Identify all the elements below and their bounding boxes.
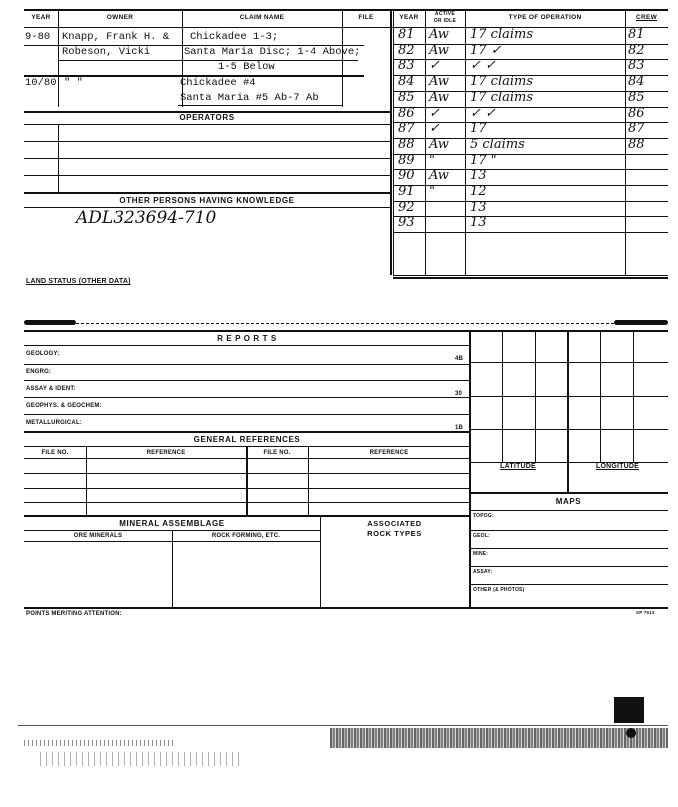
- activity-year: 88: [398, 136, 415, 152]
- header-claim-name: CLAIM NAME: [239, 14, 285, 21]
- genref-reference-1: REFERENCE: [146, 450, 186, 456]
- map-rule-4: [469, 584, 668, 585]
- general-references-title: GENERAL REFERENCES: [193, 435, 301, 444]
- status-col-left: [425, 9, 426, 275]
- mineral-div: [172, 530, 173, 607]
- genref-div-3: [308, 446, 309, 516]
- map-mine-label: MINE:: [473, 551, 489, 557]
- land-status-label: LAND STATUS (OTHER DATA): [26, 278, 131, 285]
- activity-year: 90: [398, 168, 415, 184]
- activity-status: ✓: [429, 105, 440, 121]
- operators-label: OPERATORS: [179, 113, 235, 122]
- form-number: SP 7513: [636, 610, 655, 615]
- activity-crew: 82: [628, 42, 645, 58]
- year-col-left: [393, 9, 394, 275]
- activity-operation: 17 ": [470, 152, 497, 168]
- rock-forming-label: ROCK FORMING, ETC.: [211, 533, 281, 539]
- geology-rule: [24, 364, 470, 365]
- genref-div-1: [86, 446, 87, 516]
- grid-h-3: [469, 429, 668, 430]
- reports-title: R E P O R T S: [217, 334, 277, 343]
- activity-operation: 17 claims: [470, 89, 534, 105]
- genref-reference-2: REFERENCE: [369, 450, 409, 456]
- left-right-split: [390, 9, 392, 275]
- activity-operation: ✓ ✓: [470, 105, 496, 121]
- owner-row-5-claim: Santa Maria #5 Ab-7 Ab: [180, 92, 319, 104]
- activity-year: 82: [398, 42, 415, 58]
- activity-year: 89: [398, 152, 415, 168]
- header-active-2: OR IDLE: [433, 18, 457, 24]
- owner-row-1-owner: Knapp, Frank H. &: [62, 31, 170, 43]
- activity-operation: 13: [470, 215, 487, 231]
- activity-crew: 87: [628, 121, 645, 137]
- coords-bottom: [469, 492, 668, 494]
- header-bottom-rule: [24, 27, 668, 28]
- activity-status: Aw: [429, 89, 449, 105]
- scan-mark-right: [614, 320, 668, 325]
- owner-row-4-owner: " ": [64, 77, 83, 89]
- owner-row-2-owner: Robeson, Vicki: [62, 46, 151, 58]
- longitude-label: LONGITUDE: [595, 463, 640, 470]
- activity-status: Aw: [429, 168, 449, 184]
- map-topog-label: TOPOG:: [473, 513, 494, 519]
- activity-operation: 12: [470, 184, 487, 199]
- map-rule-1: [469, 530, 668, 531]
- metallurgical-rule: [24, 431, 470, 433]
- operation-col-left: [465, 9, 466, 275]
- owner-underline-4: [178, 105, 343, 106]
- other-persons-label: OTHER PERSONS HAVING KNOWLEDGE: [119, 196, 295, 205]
- reports-bottom-rule: [24, 607, 668, 609]
- points-meriting-label: POINTS MERITING ATTENTION:: [26, 611, 122, 617]
- activity-crew: 85: [628, 89, 645, 105]
- map-other-label: OTHER (& PHOTOS): [473, 587, 525, 593]
- number-4b: 4B: [455, 356, 464, 362]
- activity-year: 83: [398, 58, 415, 74]
- scan-dot: [626, 728, 636, 738]
- operators-col-div: [58, 124, 59, 192]
- owner-row-3-claim: 1-5 Below: [218, 61, 275, 73]
- owner-row-4-claim: Chickadee #4: [180, 77, 256, 89]
- genref-file-no-2: FILE NO.: [263, 450, 291, 456]
- ore-minerals-label: ORE MINERALS: [73, 533, 123, 539]
- activity-operation: 17 claims: [470, 74, 534, 90]
- genref-bottom: [24, 515, 470, 517]
- activity-status: Aw: [429, 136, 449, 152]
- activity-year: 93: [398, 215, 415, 231]
- assay-label: ASSAY & IDENT:: [26, 386, 76, 392]
- activity-status: ✓: [429, 58, 440, 74]
- scan-mark-left: [24, 320, 76, 325]
- engrg-rule: [24, 380, 470, 381]
- handwritten-id: ADL323694-710: [76, 208, 217, 228]
- activity-status: ": [429, 184, 435, 199]
- activity-year: 86: [398, 105, 415, 121]
- header-type-of-operation: TYPE OF OPERATION: [508, 14, 582, 21]
- hdr-div-1: [58, 9, 59, 27]
- activity-crew: 88: [628, 136, 645, 152]
- operators-line-4: [24, 175, 390, 176]
- crew-col-left: [625, 9, 626, 275]
- hdr-div-3: [342, 9, 343, 27]
- top-border: [24, 9, 668, 11]
- activity-year: 84: [398, 74, 415, 90]
- operators-line-2: [24, 141, 390, 142]
- operators-line-3: [24, 158, 390, 159]
- latitude-label: LATITUDE: [500, 463, 536, 470]
- activity-status: Aw: [429, 74, 449, 90]
- activity-crew: 83: [628, 58, 645, 74]
- mineral-title: MINERAL ASSEMBLAGE: [119, 519, 225, 528]
- associated-label-2: ROCK TYPES: [367, 529, 422, 538]
- activity-status: ✓: [429, 121, 440, 137]
- geology-label: GEOLOGY:: [26, 351, 60, 357]
- header-year: YEAR: [31, 14, 51, 21]
- other-persons-top-rule: [24, 192, 390, 194]
- activity-row-rule: [393, 201, 668, 202]
- activity-row-rule: [393, 232, 668, 233]
- scan-streak-left: [24, 740, 174, 746]
- header-crew: CREW: [635, 14, 658, 21]
- reports-top-rule: [24, 330, 668, 332]
- activity-year: 91: [398, 184, 415, 199]
- activity-crew: 86: [628, 105, 645, 121]
- owner-row-4-year: 10/80: [25, 77, 57, 89]
- activity-operation: 13: [470, 168, 487, 184]
- activity-operation: 13: [470, 199, 487, 215]
- activity-crew: 84: [628, 74, 645, 90]
- activity-row-rule: [393, 216, 668, 217]
- activity-operation: 17 claims: [470, 27, 534, 42]
- activity-year: 85: [398, 89, 415, 105]
- activity-status: ": [429, 152, 435, 168]
- activity-operation: 17: [470, 121, 487, 137]
- scan-streak-right: [330, 728, 668, 748]
- scan-block: [614, 697, 644, 723]
- genref-file-no-1: FILE NO.: [41, 450, 69, 456]
- grid-h-2: [469, 396, 668, 397]
- activity-operation: ✓ ✓: [470, 58, 496, 74]
- header-owner: OWNER: [106, 14, 134, 21]
- number-1b: 1B: [455, 425, 464, 431]
- assay-rule: [24, 397, 470, 398]
- owner-col-div-2: [182, 27, 183, 107]
- activity-crew: 81: [628, 27, 645, 42]
- map-assay-label: ASSAY:: [473, 569, 493, 575]
- activity-operation: 17 ✓: [470, 42, 502, 58]
- header-year-2: YEAR: [399, 14, 419, 21]
- map-rule-2: [469, 548, 668, 549]
- owner-col-div-3: [342, 27, 343, 107]
- activity-status: Aw: [429, 27, 449, 42]
- owner-row-2-claim: Santa Maria Disc; 1-4 Above;: [184, 46, 361, 58]
- geophys-rule: [24, 414, 470, 415]
- scan-streak-lower: [40, 752, 240, 766]
- genref-div-2: [246, 446, 248, 516]
- operators-line-1: [24, 124, 390, 125]
- activity-year: 92: [398, 199, 415, 215]
- owner-row-1-claim: Chickadee 1-3;: [190, 31, 279, 43]
- reports-top-dash: [76, 323, 614, 324]
- owner-col-div-1: [58, 27, 59, 107]
- activity-bottom-double: [393, 277, 668, 279]
- scan-streak-line: [18, 725, 668, 726]
- activity-year: 81: [398, 27, 415, 42]
- grid-h-1: [469, 362, 668, 363]
- activity-status: Aw: [429, 42, 449, 58]
- maps-title-rule: [469, 510, 668, 511]
- number-30: 30: [455, 391, 463, 397]
- owner-underline-2: [58, 60, 358, 61]
- activity-operation: 5 claims: [470, 136, 525, 152]
- hdr-div-2: [182, 9, 183, 27]
- engrg-label: ENGRG:: [26, 369, 52, 375]
- maps-title: MAPS: [555, 497, 582, 506]
- activity-year: 87: [398, 121, 415, 137]
- associated-label-1: ASSOCIATED: [367, 519, 422, 528]
- header-active-1: ACTIVE: [434, 11, 456, 17]
- map-geol-label: GEOL:: [473, 533, 490, 539]
- reports-title-rule: [24, 345, 470, 346]
- metallurgical-label: METALLURGICAL:: [26, 420, 83, 426]
- geophys-label: GEOPHYS. & GEOCHEM:: [26, 403, 102, 409]
- activity-bottom: [393, 275, 668, 276]
- header-file: FILE: [358, 14, 374, 21]
- owner-row-1-year: 9-80: [25, 31, 51, 43]
- map-rule-3: [469, 566, 668, 567]
